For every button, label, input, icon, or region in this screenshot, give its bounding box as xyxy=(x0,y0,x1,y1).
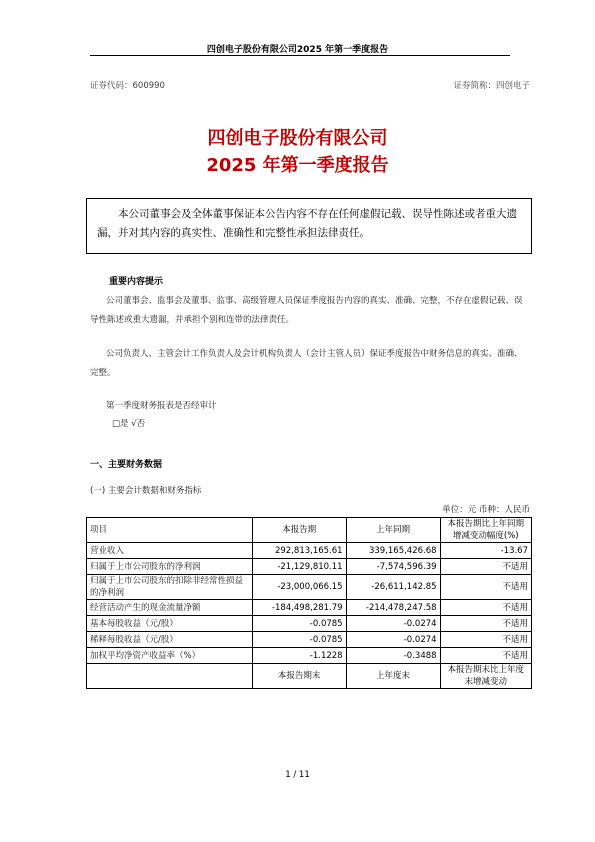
important-title: 重要内容提示 xyxy=(109,277,164,287)
table-cell: 不适用 xyxy=(440,616,531,632)
report-title: 2025 年第一季度报告 xyxy=(206,155,389,176)
table-cell: 不适用 xyxy=(440,575,531,600)
table-cell: 经营活动产生的现金流量净额 xyxy=(87,600,253,616)
table-cell: -13.67 xyxy=(440,543,531,559)
table-header-row xyxy=(87,518,532,543)
audit-answer: □是 √否 xyxy=(112,419,146,429)
table-cell: 归属于上市公司股东的扣除非经常性损益的净利润 xyxy=(87,575,253,600)
table-cell: -23,000,066.15 xyxy=(252,575,346,600)
table-row xyxy=(87,600,532,616)
table-cell: 不适用 xyxy=(440,559,531,575)
table-cell: -0.0274 xyxy=(346,616,440,632)
table-cell: 339,165,426.68 xyxy=(346,543,440,559)
table-row xyxy=(87,575,532,600)
table-cell: 不适用 xyxy=(440,600,531,616)
table-cell: -0.0785 xyxy=(252,632,346,648)
table-header-cell: 本报告期 xyxy=(252,518,346,543)
financial-table xyxy=(86,517,532,689)
section-title: 一、主要财务数据 xyxy=(90,460,163,470)
table-row xyxy=(87,632,532,648)
table-cell: 归属于上市公司股东的净利润 xyxy=(87,559,253,575)
notice-box: 本公司董事会及全体董事保证本公告内容不存在任何虚假记载、误导性陈述或者重大遗漏，并对其内容的真实性、准确性和完整性承担法律责任。 xyxy=(86,198,532,254)
table-cell: 不适用 xyxy=(440,648,531,664)
header-rule xyxy=(90,55,510,56)
table-cell: 营业收入 xyxy=(87,543,253,559)
subsection-title: (一) 主要会计数据和财务指标 xyxy=(90,486,202,496)
table-cell: 本报告期末比上年度末增减变动 xyxy=(440,664,531,689)
table-cell: 上年度末 xyxy=(346,664,440,689)
table-cell: -0.3488 xyxy=(346,648,440,664)
table-cell: -21,129,810.11 xyxy=(252,559,346,575)
table-header-cell: 项目 xyxy=(87,518,253,543)
unit-currency: 单位：元 币种：人民币 xyxy=(442,505,530,515)
table-cell: -1.1228 xyxy=(252,648,346,664)
table-cell: -0.0785 xyxy=(252,616,346,632)
table-cell: 292,813,165.61 xyxy=(252,543,346,559)
table-cell: -0.0274 xyxy=(346,632,440,648)
table-cell: -7,574,596.39 xyxy=(346,559,440,575)
table-cell: -214,478,247.58 xyxy=(346,600,440,616)
security-abbreviation: 证券简称：四创电子 xyxy=(453,81,530,91)
table-row xyxy=(87,616,532,632)
table-footer-row xyxy=(87,664,532,689)
table-cell: -26,611,142.85 xyxy=(346,575,440,600)
table-header-cell: 本报告期比上年同期增减变动幅度(%) xyxy=(440,518,531,543)
important-para-1: 公司董事会、监事会及董事、监事、高级管理人员保证季度报告内容的真实、准确、完整，不存在虚假记载、误导性陈述或重大遗漏，并承担个别和连带的法律责任。 xyxy=(90,296,523,325)
page-number: 1 / 11 xyxy=(285,770,310,780)
table-cell: 本报告期末 xyxy=(252,664,346,689)
table-cell: -184,498,281.79 xyxy=(252,600,346,616)
table-row xyxy=(87,543,532,559)
table-cell: 基本每股收益（元/股） xyxy=(87,616,253,632)
table-cell: 不适用 xyxy=(440,632,531,648)
table-cell: 稀释每股收益（元/股） xyxy=(87,632,253,648)
table-row xyxy=(87,648,532,664)
important-para-2: 公司负责人、主管会计工作负责人及会计机构负责人（会计主管人员）保证季度报告中财务信息的真实、准确、完整。 xyxy=(90,349,523,378)
security-code: 证券代码：600990 xyxy=(90,81,165,91)
audit-question: 第一季度财务报表是否经审计 xyxy=(106,401,217,411)
running-header: 四创电子股份有限公司2025 年第一季度报告 xyxy=(206,45,389,55)
table-cell: 加权平均净资产收益率（%） xyxy=(87,648,253,664)
table-row xyxy=(87,559,532,575)
table-header-cell: 上年同期 xyxy=(346,518,440,543)
company-name: 四创电子股份有限公司 xyxy=(207,128,388,149)
table-cell xyxy=(87,664,253,689)
